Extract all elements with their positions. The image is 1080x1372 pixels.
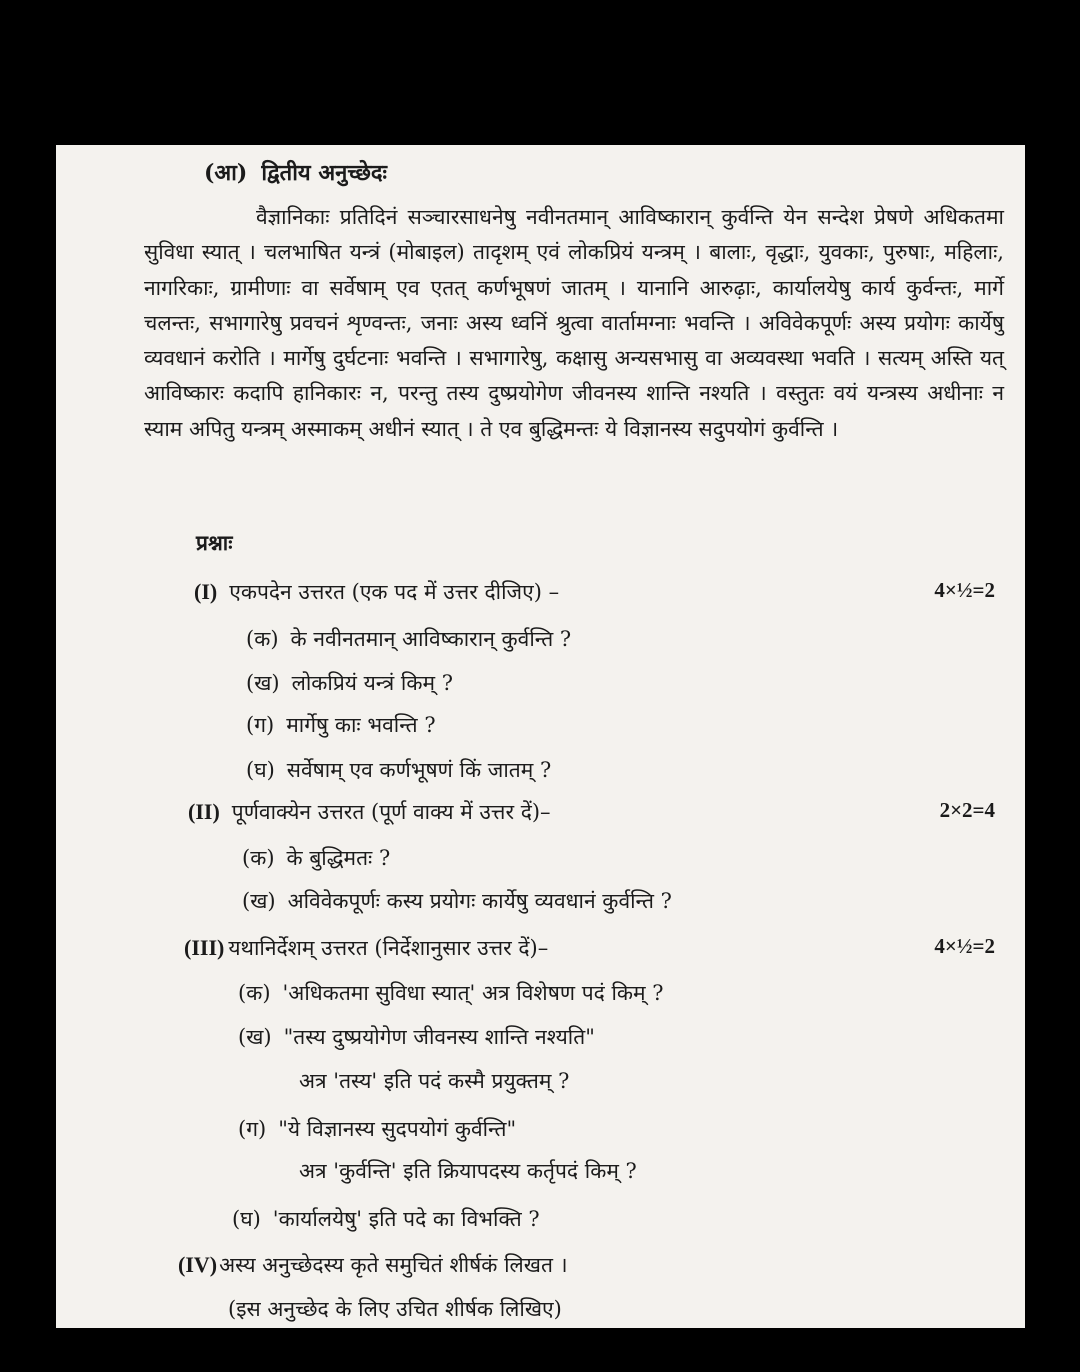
q2-item-ka — [242, 844, 390, 872]
question-3-number: (III) — [184, 935, 225, 960]
question-3-title: यथानिर्देशम् उत्तरत (निर्देशानुसार उत्तर दें)– — [228, 936, 549, 960]
item-text: मार्गेषु काः भवन्ति ? — [286, 713, 436, 737]
question-4 — [178, 1251, 568, 1279]
section-title: द्वितीय अनुच्छेदः — [261, 160, 387, 186]
q3-item-ga — [238, 1115, 516, 1143]
item-text: 'अधिकतमा सुविधा स्यात्' अत्र विशेषण पदं किम् ? — [282, 981, 664, 1005]
item-label: (घ) — [232, 1207, 261, 1231]
item-label: (ख) — [246, 671, 280, 695]
item-label: (ग) — [238, 1117, 267, 1141]
q1-item-ka — [246, 625, 571, 653]
item-text: के नवीनतमान् आविष्कारान् कुर्वन्ति ? — [290, 627, 572, 651]
item-label: (क) — [242, 846, 275, 870]
question-2 — [188, 798, 551, 826]
question-1-number: (I) — [194, 579, 218, 604]
question-1-marks: 4×½=2 — [934, 578, 995, 602]
q3-item-ga-line2: अत्र 'कुर्वन्ति' इति क्रियापदस्य कर्तृपदं किम् ? — [299, 1159, 637, 1183]
passage-paragraph: वैज्ञानिकाः प्रतिदिनं सञ्चारसाधनेषु नवीनतमान् आविष्कारान् कुर्वन्ति येन सन्देश प्रेषणे अधिकतमा सुविधा स्यात् । चलभाषित यन्त्रं (मोबाइल) तादृशम् एवं लोकप्रियं यन्त्रम् । बालाः, वृद्धाः, युवकाः, पुरुषाः, महिलाः, नागरिकाः, ग्रामीणाः वा सर्वेषाम् एव एतत् कर्णभूषणं जातम् । यानानि आरुढ़ाः, कार्यालयेषु कार्य कुर्वन्तः, मार्गे चलन्तः, सभागारेषु प्रवचनं शृण्वन्तः, जनाः अस्य ध्वनिं श्रुत्वा वार्तामग्नाः भवन्ति । अविवेकपूर्णः अस्य प्रयोगः कार्येषु व्यवधानं करोति । मार्गेषु दुर्घटनाः भवन्ति । सभागारेषु, कक्षासु अन्यसभासु वा अव्यवस्था भवति । सत्यम् अस्ति यत् आविष्कारः कदापि हानिकारः न, परन्तु तस्य दुष्प्रयोगेण जीवनस्य शान्ति नश्यति । वस्तुतः वयं यन्त्रस्य अधीनाः न स्याम अपितु यन्त्रम् अस्माकम् अधीनं स्यात् । ते एव बुद्धिमन्तः ये विज्ञानस्य सदुपयोगं कुर्वन्ति । — [144, 205, 1004, 441]
question-1 — [194, 578, 559, 606]
item-text: "ये विज्ञानस्य सुदपयोगं कुर्वन्ति" — [278, 1117, 517, 1141]
q3-item-gha — [232, 1205, 540, 1233]
item-label: (क) — [246, 627, 279, 651]
item-text: सर्वेषाम् एव कर्णभूषणं किं जातम् ? — [286, 758, 552, 782]
question-2-title: पूर्णवाक्येन उत्तरत (पूर्ण वाक्य में उत्तर दें)– — [231, 800, 551, 824]
item-text: के बुद्धिमतः ? — [286, 846, 391, 870]
q3-item-kha — [238, 1023, 595, 1051]
question-1-title: एकपदेन उत्तरत (एक पद में उत्तर दीजिए) – — [229, 580, 560, 604]
question-2-marks: 2×2=4 — [939, 798, 995, 822]
q1-item-gha — [246, 756, 551, 784]
item-text: अविवेकपूर्णः कस्य प्रयोगः कार्येषु व्यवधानं कुर्वन्ति ? — [287, 889, 672, 913]
q2-item-kha — [242, 887, 672, 915]
question-3 — [184, 934, 548, 962]
q3-item-ka — [238, 979, 664, 1007]
item-label: (ख) — [238, 1025, 272, 1049]
question-4-number: (IV) — [178, 1252, 218, 1277]
q1-item-ga — [246, 711, 436, 739]
item-text: लोकप्रियं यन्त्रं किम् ? — [291, 671, 453, 695]
item-text: 'कार्यालयेषु' इति पदे का विभक्ति ? — [272, 1207, 540, 1231]
item-label: (घ) — [246, 758, 275, 782]
item-label: (ग) — [246, 713, 275, 737]
question-4-title: अस्य अनुच्छेदस्य कृते समुचितं शीर्षकं लिखत । — [219, 1253, 568, 1277]
item-label: (क) — [238, 981, 271, 1005]
question-4-subtitle: (इस अनुच्छेद के लिए उचित शीर्षक लिखिए) — [228, 1297, 562, 1321]
q1-item-kha — [246, 669, 453, 697]
item-label: (ख) — [242, 889, 276, 913]
exam-page — [56, 145, 1025, 1328]
question-2-number: (II) — [188, 799, 220, 824]
section-label: (आ) — [204, 160, 248, 186]
q3-item-kha-line2: अत्र 'तस्य' इति पदं कस्मै प्रयुक्तम् ? — [299, 1069, 570, 1093]
section-heading — [204, 157, 401, 187]
question-3-marks: 4×½=2 — [934, 934, 995, 958]
questions-heading: प्रश्नाः — [196, 530, 233, 555]
item-text: "तस्य दुष्प्रयोगेण जीवनस्य शान्ति नश्यति" — [283, 1025, 595, 1049]
